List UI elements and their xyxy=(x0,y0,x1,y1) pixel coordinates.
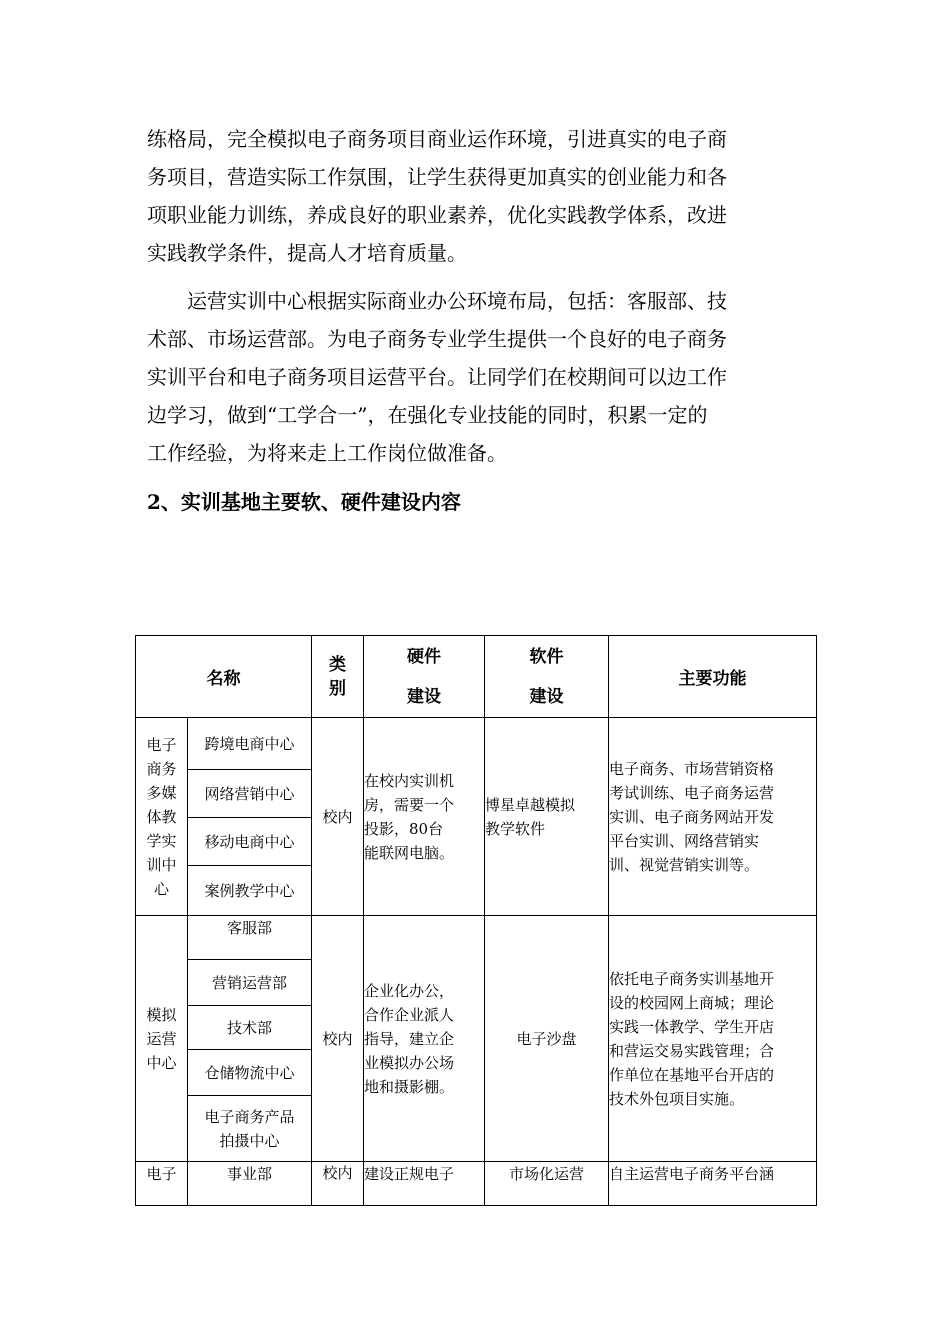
paragraph-line: 练格局，完全模拟电子商务项目商业运作环境，引进真实的电子商 xyxy=(147,127,727,151)
group-name-cell xyxy=(136,718,188,916)
group-name-line: 学实 xyxy=(146,831,177,850)
group-name-line: 心 xyxy=(153,879,169,898)
category-cell: 校内 xyxy=(312,718,364,916)
sub-unit-cell xyxy=(188,1162,312,1206)
function-line: 自主运营电子商务平台涵 xyxy=(609,1165,775,1183)
header-name: 名称 xyxy=(136,636,312,718)
function-cell xyxy=(609,916,817,1162)
function-line: 考试训练、电子商务运营 xyxy=(609,783,775,802)
group-name-line: 训中 xyxy=(146,855,177,874)
sub-unit-line: 技术部 xyxy=(226,1018,272,1037)
sub-unit-cell xyxy=(188,718,312,770)
paragraph-line: 工作经验，为将来走上工作岗位做准备。 xyxy=(147,441,507,465)
category-cell: 校内 xyxy=(312,1162,364,1206)
paragraph-2 xyxy=(147,282,807,472)
hardware-cell xyxy=(364,718,485,916)
hardware-cell xyxy=(364,1162,485,1206)
hardware-line: 指导，建立企 xyxy=(364,1029,455,1048)
function-line: 训、视觉营销实训等。 xyxy=(609,855,760,874)
table-row xyxy=(136,1162,817,1206)
hardware-line: 业模拟办公场 xyxy=(364,1053,455,1072)
sub-unit-line: 移动电商中心 xyxy=(204,832,295,851)
paragraph-line: 实训平台和电子商务项目运营平台。让同学们在校期间可以边工作 xyxy=(147,365,727,389)
sub-unit-cell xyxy=(188,866,312,916)
table-row xyxy=(136,718,817,770)
sub-unit-cell xyxy=(188,1006,312,1050)
software-cell xyxy=(485,718,609,916)
sub-unit-line: 电子商务产品 xyxy=(204,1107,295,1126)
sub-unit-line: 仓储物流中心 xyxy=(204,1063,295,1082)
group-name-cell xyxy=(136,916,188,1162)
group-name-line: 运营 xyxy=(146,1029,177,1048)
hardware-line: 建设正规电子 xyxy=(364,1165,455,1183)
paragraph-1 xyxy=(147,120,807,272)
sub-unit-cell xyxy=(188,916,312,960)
sub-unit-cell xyxy=(188,818,312,866)
software-line: 教学软件 xyxy=(485,819,546,838)
hardware-line: 投影，80台 xyxy=(364,819,444,838)
hardware-line: 合作企业派人 xyxy=(364,1005,455,1024)
hardware-line: 在校内实训机 xyxy=(364,771,455,790)
sub-unit-line: 案例教学中心 xyxy=(204,881,295,900)
sub-unit-cell xyxy=(188,1096,312,1162)
header-function: 主要功能 xyxy=(609,636,817,718)
table-body xyxy=(136,718,817,1206)
hardware-line: 企业化办公， xyxy=(364,981,455,1000)
paragraph-line: 实践教学条件，提高人才培育质量。 xyxy=(147,241,467,265)
sub-unit-line: 拍摄中心 xyxy=(219,1131,280,1150)
function-cell xyxy=(609,1162,817,1206)
sub-unit-cell xyxy=(188,960,312,1006)
sub-unit-line: 事业部 xyxy=(226,1165,272,1183)
paragraph-line: 术部、市场运营部。为电子商务专业学生提供一个良好的电子商务 xyxy=(147,327,727,351)
table-header-row xyxy=(136,636,817,718)
sub-unit-cell xyxy=(188,1050,312,1096)
software-cell xyxy=(485,916,609,1162)
section-heading: 2、实训基地主要软、硬件建设内容 xyxy=(147,490,461,514)
paragraph-line: 运营实训中心根据实际商业办公环境布局，包括：客服部、技 xyxy=(187,289,727,313)
function-line: 和营运交易实践管理；合 xyxy=(609,1041,775,1060)
paragraph-line: 边学习，做到“工学合一”，在强化专业技能的同时，积累一定的 xyxy=(147,403,708,427)
hardware-line: 能联网电脑。 xyxy=(364,843,455,862)
function-line: 作单位在基地平台开店的 xyxy=(609,1065,775,1084)
category-cell: 校内 xyxy=(312,916,364,1162)
function-line: 实践一体教学、学生开店 xyxy=(609,1017,775,1036)
function-cell xyxy=(609,718,817,916)
sub-unit-cell xyxy=(188,770,312,818)
function-line: 设的校园网上商城；理论 xyxy=(609,993,775,1012)
group-name-line: 电子 xyxy=(146,735,177,754)
function-line: 电子商务、市场营销资格 xyxy=(609,759,775,778)
header-category: 类 别 xyxy=(312,636,364,718)
software-line: 市场化运营 xyxy=(508,1165,584,1183)
software-line: 博星卓越模拟 xyxy=(485,795,576,814)
group-name-cell xyxy=(136,1162,188,1206)
table-row xyxy=(136,916,817,960)
group-name-line: 电子 xyxy=(146,1165,177,1183)
software-line: 电子沙盘 xyxy=(516,1029,577,1048)
header-software: 软件 建设 xyxy=(485,636,609,718)
group-name-line: 体教 xyxy=(146,807,177,826)
sub-unit-line: 客服部 xyxy=(226,919,272,937)
function-line: 技术外包项目实施。 xyxy=(609,1089,745,1108)
group-name-line: 中心 xyxy=(146,1053,177,1072)
group-name-line: 模拟 xyxy=(146,1005,177,1024)
function-line: 依托电子商务实训基地开 xyxy=(609,969,775,988)
sub-unit-line: 跨境电商中心 xyxy=(204,734,295,753)
function-line: 实训、电子商务网站开发 xyxy=(609,807,775,826)
sub-unit-line: 网络营销中心 xyxy=(204,784,295,803)
sub-unit-line: 营销运营部 xyxy=(211,973,287,992)
group-name-line: 多媒 xyxy=(146,783,177,802)
hardware-line: 地和摄影棚。 xyxy=(364,1077,455,1096)
header-hardware: 硬件 建设 xyxy=(364,636,485,718)
function-line: 平台实训、网络营销实 xyxy=(609,831,760,850)
spec-table xyxy=(135,635,817,1206)
paragraph-line: 项职业能力训练，养成良好的职业素养，优化实践教学体系，改进 xyxy=(147,203,727,227)
hardware-line: 房，需要一个 xyxy=(364,795,455,814)
paragraph-line: 务项目，营造实际工作氛围，让学生获得更加真实的创业能力和各 xyxy=(147,165,727,189)
hardware-cell xyxy=(364,916,485,1162)
group-name-line: 商务 xyxy=(146,759,177,778)
software-cell xyxy=(485,1162,609,1206)
